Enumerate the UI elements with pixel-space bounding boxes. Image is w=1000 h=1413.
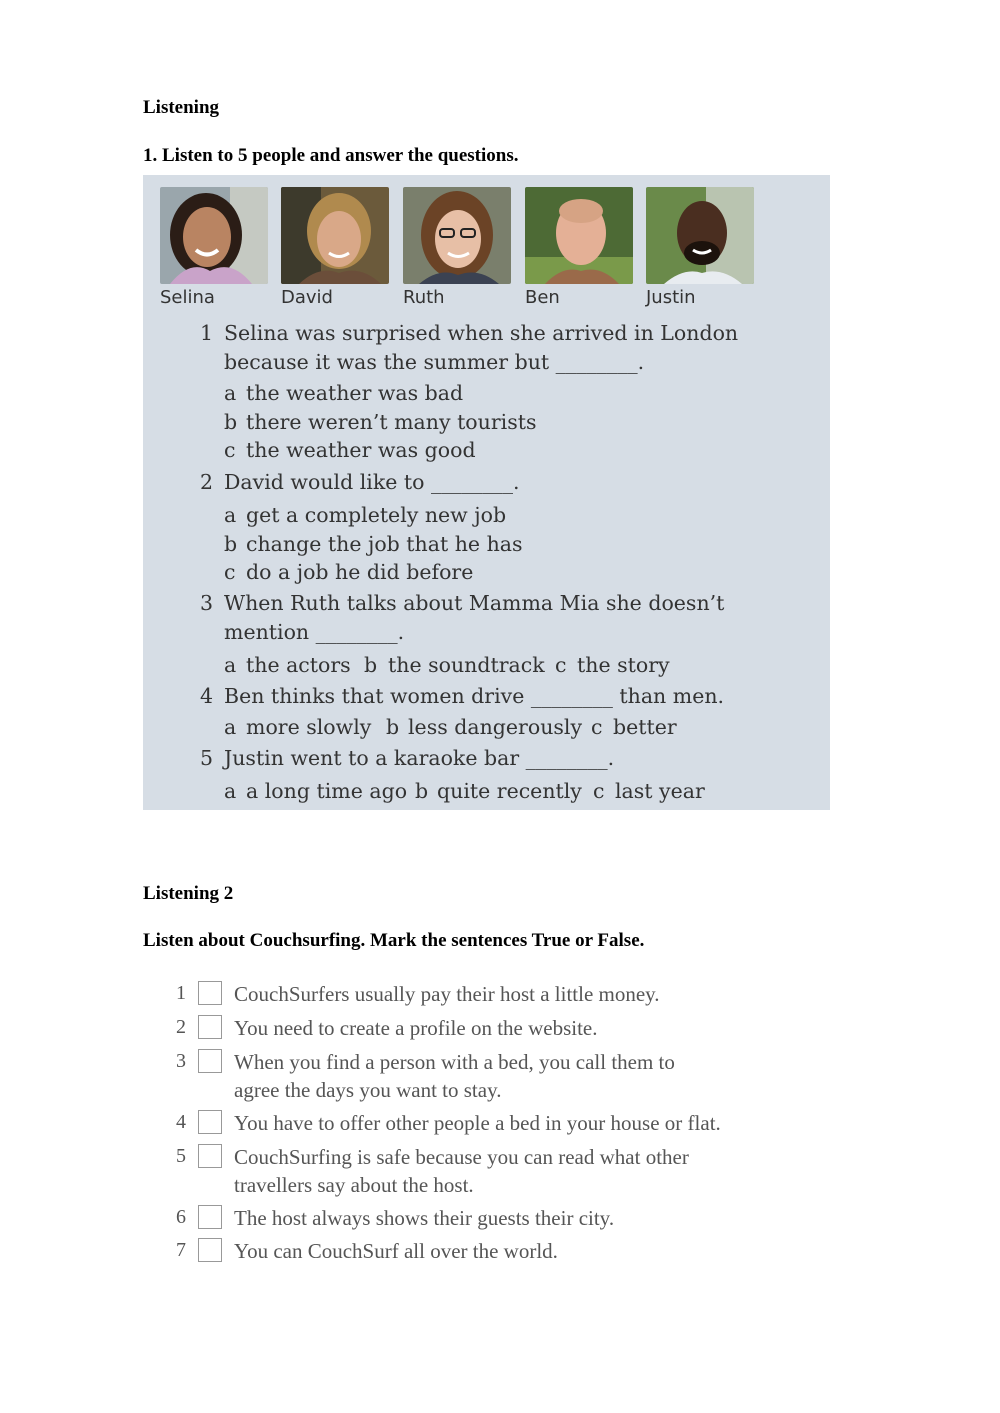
option-letter: a <box>224 653 237 677</box>
option-text: the weather was bad <box>246 381 464 405</box>
question-text: Selina was surprised when she arrived in London <box>224 321 739 345</box>
option-text: do a job he did before <box>246 560 474 584</box>
section1-heading: Listening <box>143 97 220 118</box>
option-text: better <box>613 715 677 739</box>
question-number: 3 <box>200 591 214 615</box>
item-number: 3 <box>176 1050 186 1072</box>
question-text: because it was the summer but ________. <box>224 350 645 374</box>
option-letter: b <box>415 779 429 803</box>
answer-checkbox[interactable] <box>198 1205 222 1229</box>
option-text: a long time ago <box>246 779 408 803</box>
answer-checkbox[interactable] <box>198 981 222 1005</box>
option-text: there weren’t many tourists <box>246 410 537 434</box>
option-letter: c <box>555 653 567 677</box>
answer-checkbox[interactable] <box>198 1015 222 1039</box>
item-number: 4 <box>176 1111 186 1133</box>
statement-text: travellers say about the host. <box>234 1173 474 1197</box>
item-number: 2 <box>176 1016 186 1038</box>
answer-checkbox[interactable] <box>198 1238 222 1262</box>
statement-text: agree the days you want to stay. <box>234 1078 502 1102</box>
option-letter: c <box>224 438 236 462</box>
answer-checkbox[interactable] <box>198 1110 222 1134</box>
option-letter: c <box>593 779 605 803</box>
question-text: When Ruth talks about Mamma Mia she doesn’t <box>224 591 725 615</box>
option-letter: a <box>224 779 237 803</box>
option-text: the story <box>577 653 670 677</box>
option-text: last year <box>615 779 705 803</box>
photo-ben <box>525 187 633 284</box>
section1-instruction: 1. Listen to 5 people and answer the questions. <box>143 145 519 166</box>
statement-text: You can CouchSurf all over the world. <box>234 1239 558 1263</box>
name-justin: Justin <box>646 287 696 308</box>
item-number: 1 <box>176 982 186 1004</box>
option-text: change the job that he has <box>246 532 523 556</box>
option-letter: b <box>364 653 378 677</box>
statement-text: The host always shows their guests their city. <box>234 1206 615 1230</box>
statement-text: You need to create a profile on the website. <box>234 1016 598 1040</box>
question-text: Ben thinks that women drive ________ than men. <box>224 684 725 708</box>
photo-ruth <box>403 187 511 284</box>
option-text: more slowly <box>246 715 372 739</box>
statement-text: When you find a person with a bed, you call them to <box>234 1050 675 1074</box>
photo-selina <box>160 187 268 284</box>
item-number: 6 <box>176 1206 186 1228</box>
question-number: 2 <box>200 470 214 494</box>
question-number: 4 <box>200 684 214 708</box>
question-number: 1 <box>200 321 214 345</box>
statement-text: CouchSurfing is safe because you can read what other <box>234 1145 689 1169</box>
option-text: get a completely new job <box>246 503 507 527</box>
option-letter: b <box>224 532 238 556</box>
name-david: David <box>281 287 333 308</box>
name-selina: Selina <box>160 287 215 308</box>
option-text: the actors <box>246 653 351 677</box>
answer-checkbox[interactable] <box>198 1049 222 1073</box>
option-letter: a <box>224 381 237 405</box>
question-text: mention ________. <box>224 620 405 644</box>
photo-justin <box>646 187 754 284</box>
section2-heading: Listening 2 <box>143 883 234 904</box>
option-letter: c <box>591 715 603 739</box>
answer-checkbox[interactable] <box>198 1144 222 1168</box>
option-text: less dangerously <box>408 715 583 739</box>
section2-instruction: Listen about Couchsurfing. Mark the sentences True or False. <box>143 930 645 951</box>
item-number: 7 <box>176 1239 186 1261</box>
option-text: quite recently <box>437 779 582 803</box>
option-text: the weather was good <box>246 438 476 462</box>
item-number: 5 <box>176 1145 186 1167</box>
option-letter: b <box>386 715 400 739</box>
option-letter: c <box>224 560 236 584</box>
option-text: the soundtrack <box>388 653 545 677</box>
question-text: David would like to ________. <box>224 470 520 494</box>
statement-text: You have to offer other people a bed in your house or flat. <box>234 1111 721 1135</box>
option-letter: a <box>224 715 237 739</box>
question-text: Justin went to a karaoke bar ________. <box>224 746 615 770</box>
option-letter: a <box>224 503 237 527</box>
name-ruth: Ruth <box>403 287 445 308</box>
photo-david <box>281 187 389 284</box>
question-number: 5 <box>200 746 214 770</box>
option-letter: b <box>224 410 238 434</box>
name-ben: Ben <box>525 287 560 308</box>
listening1-exercise-box <box>143 175 830 810</box>
statement-text: CouchSurfers usually pay their host a little money. <box>234 982 660 1006</box>
